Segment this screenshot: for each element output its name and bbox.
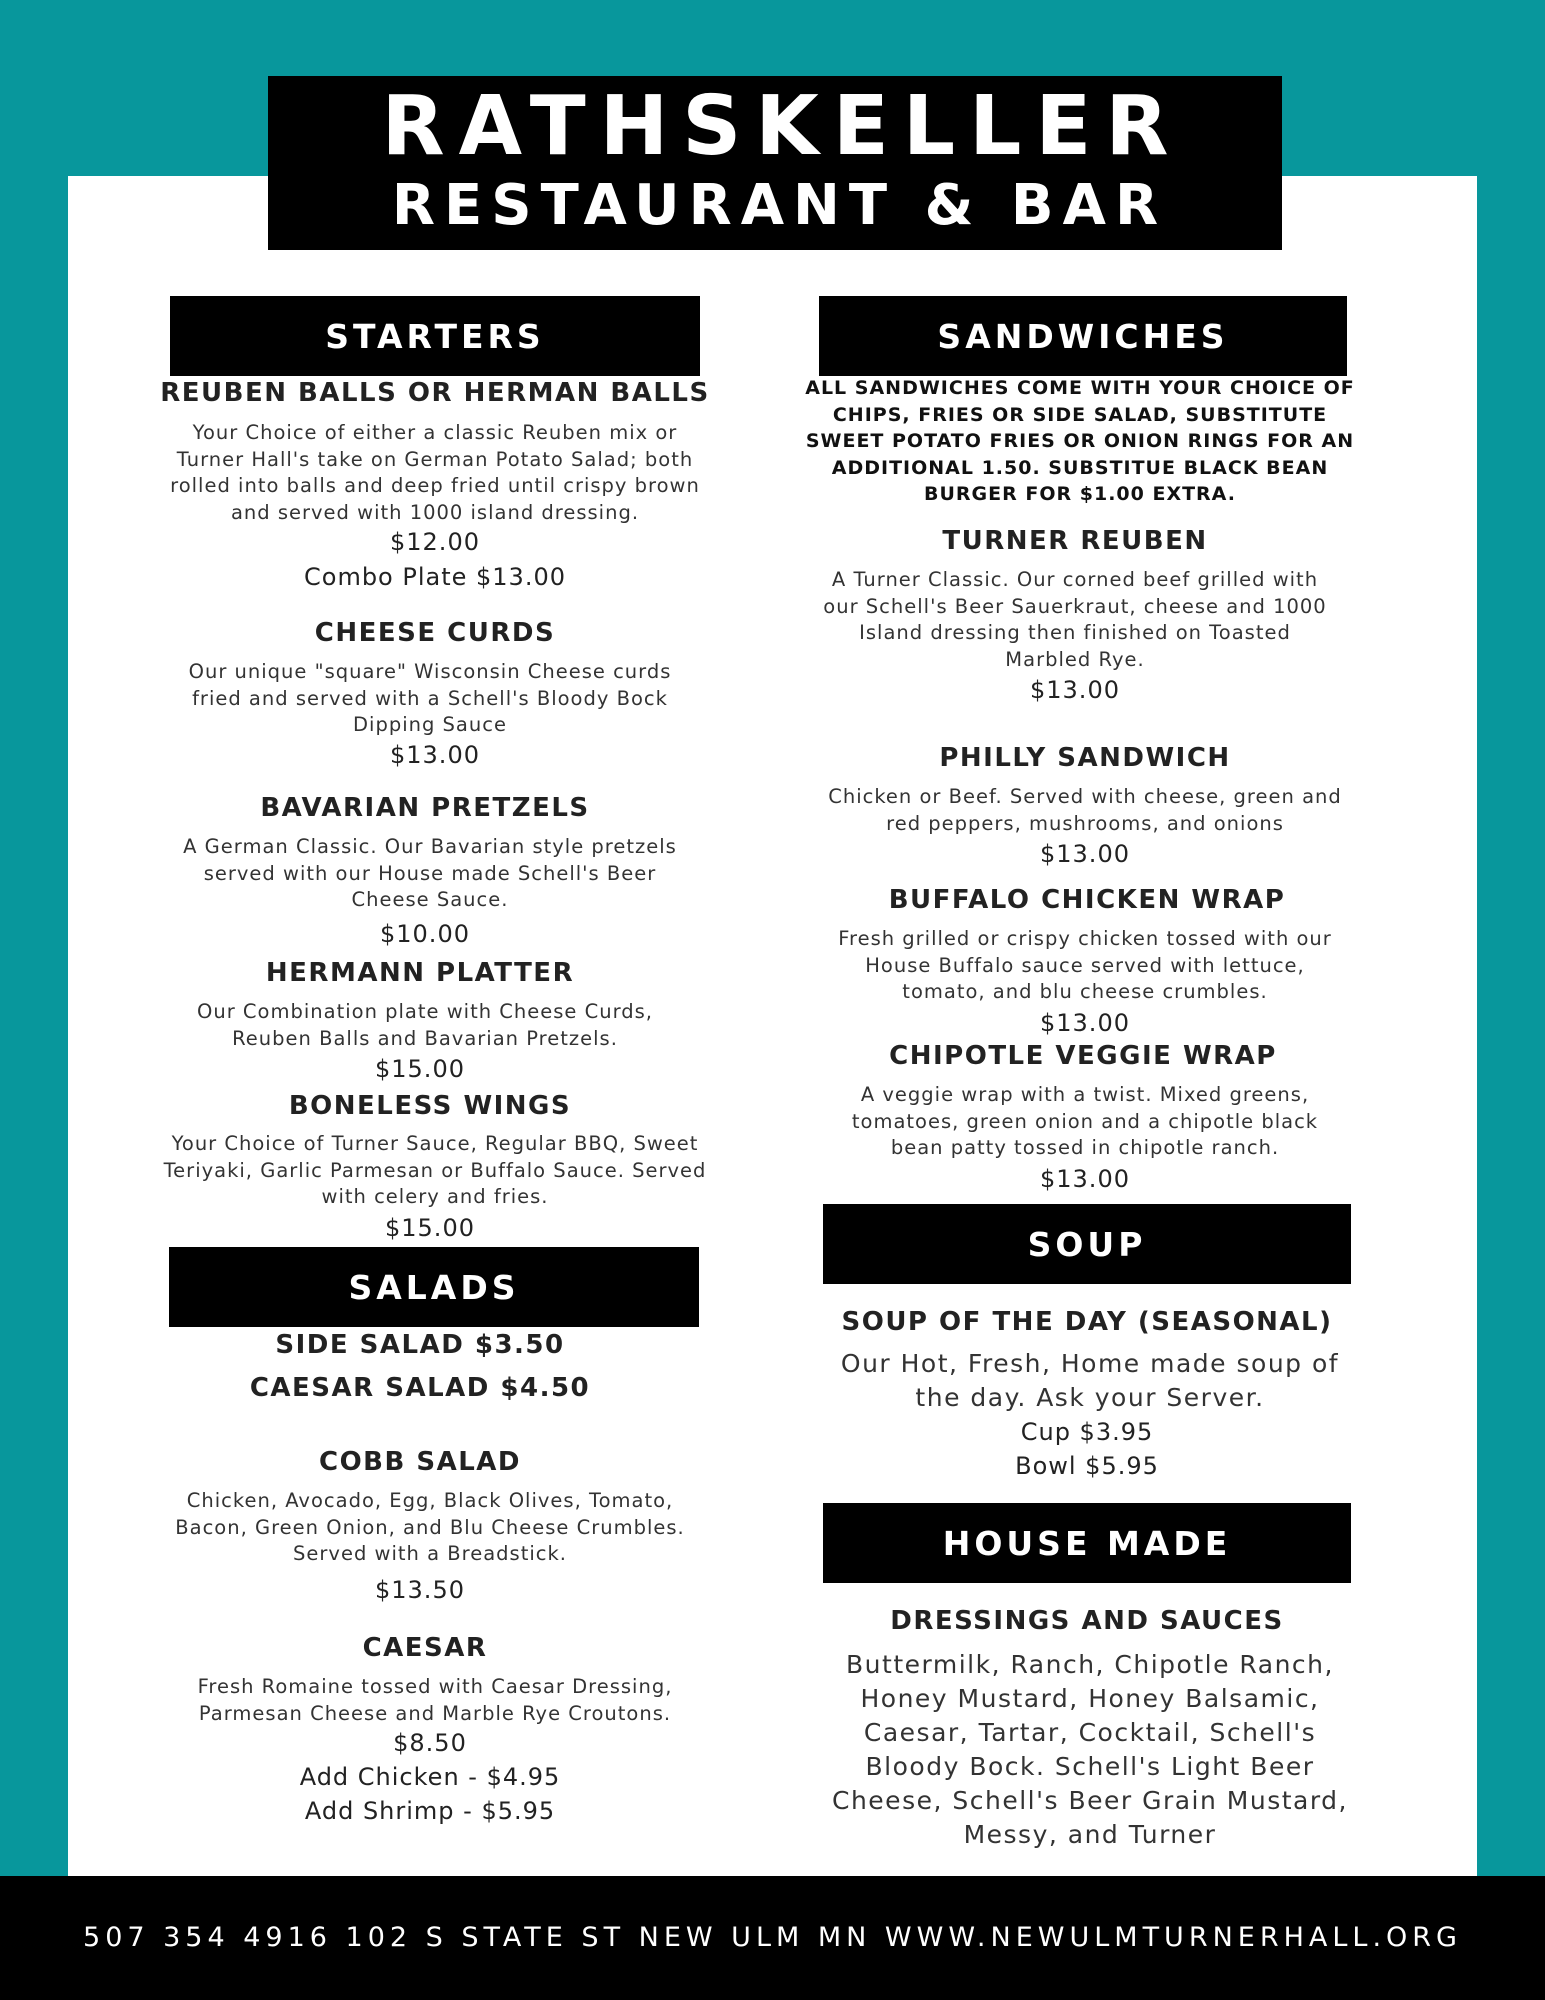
item-description: Chicken, Avocado, Egg, Black Olives, Tomato, Bacon, Green Onion, and Blu Cheese Crumbles. Served with a Breadstick. — [175, 1489, 685, 1565]
item-description: Fresh Romaine tossed with Caesar Dressing, Parmesan Cheese and Marble Rye Croutons. — [197, 1675, 673, 1725]
item-price: $12.00 — [390, 528, 480, 556]
item-price: $15.00 — [375, 1055, 465, 1083]
item-title: BONELESS WINGS — [288, 1091, 572, 1121]
item-description: Our unique "square" Wisconsin Cheese curds fried and served with a Schell's Bloody Bock Dipping Sauce — [188, 660, 672, 736]
restaurant-name: RATHSKELLER — [381, 79, 1183, 174]
item-price: $15.00 — [385, 1214, 475, 1242]
item-title: TURNER REUBEN — [942, 526, 1208, 556]
item-description: Chicken or Beef. Served with cheese, green and red peppers, mushrooms, and onions — [828, 785, 1342, 835]
house-made-heading: HOUSE MADE — [823, 1503, 1351, 1583]
caesar-side-salad: CAESAR SALAD $4.50 — [249, 1373, 591, 1403]
item-description: Your Choice of Turner Sauce, Regular BBQ, Sweet Teriyaki, Garlic Parmesan or Buffalo Sauce. Served with celery and fries. — [163, 1132, 707, 1208]
sandwich-note: ALL SANDWICHES COME WITH YOUR CHOICE OF CHIPS, FRIES OR SIDE SALAD, SUBSTITUTE SWEET POTATO FRIES OR ONION RINGS FOR AN ADDITIONAL 1.50. SUBSTITUE BLACK BEAN BURGER FOR $1.00 EXTRA. — [805, 377, 1355, 505]
item-price: $13.00 — [1040, 1009, 1130, 1037]
item-title: DRESSINGS AND SAUCES — [890, 1606, 1284, 1636]
item-title: PHILLY SANDWICH — [939, 743, 1231, 773]
item-title: BAVARIAN PRETZELS — [260, 793, 590, 823]
item-description: A Turner Classic. Our corned beef grilled with our Schell's Beer Sauerkraut, cheese and 1000 Island dressing then finished on Toasted Marbled Rye. — [823, 568, 1327, 671]
restaurant-subtitle: RESTAURANT & BAR — [391, 173, 1168, 238]
item-price: $13.50 — [375, 1576, 465, 1604]
item-title: SOUP OF THE DAY (SEASONAL) — [841, 1307, 1333, 1337]
add-on-price: Add Chicken - $4.95 — [299, 1763, 561, 1791]
item-price: $13.00 — [390, 741, 480, 769]
soup-cup-price: Cup $3.95 — [1020, 1418, 1154, 1446]
item-description: Fresh grilled or crispy chicken tossed with our House Buffalo sauce served with lettuce, tomato, and blu cheese crumbles. — [838, 927, 1332, 1003]
starters-heading: STARTERS — [170, 296, 700, 376]
soup-description: Our Hot, Fresh, Home made soup of the day. Ask your Server. — [840, 1349, 1340, 1412]
item-description: A veggie wrap with a twist. Mixed greens, tomatoes, green onion and a chipotle black bean patty tossed in chipotle ranch. — [851, 1083, 1319, 1159]
item-title: CAESAR — [362, 1633, 488, 1663]
footer-contact: 507 354 4916 102 S STATE ST NEW ULM MN WWW.NEWULMTURNERHALL.ORG — [0, 1876, 1545, 2000]
sandwiches-heading: SANDWICHES — [819, 296, 1347, 376]
title-banner — [268, 76, 1282, 250]
dressings-list: Buttermilk, Ranch, Chipotle Ranch, Honey Mustard, Honey Balsamic, Caesar, Tartar, Cocktail, Schell's Bloody Bock. Schell's Light Beer Cheese, Schell's Beer Grain Mustard, Messy, and Turner — [832, 1650, 1348, 1849]
item-description: Our Combination plate with Cheese Curds, Reuben Balls and Bavarian Pretzels. — [197, 1000, 653, 1050]
item-title: CHIPOTLE VEGGIE WRAP — [889, 1041, 1277, 1071]
item-title: HERMANN PLATTER — [265, 958, 575, 988]
item-price: $10.00 — [380, 920, 470, 948]
item-description: Your Choice of either a classic Reuben mix or Turner Hall's take on German Potato Salad; both rolled into balls and deep fried until crispy brown and served with 1000 island dressing. — [170, 421, 700, 524]
item-title: COBB SALAD — [319, 1447, 521, 1477]
soup-bowl-price: Bowl $5.95 — [1015, 1452, 1159, 1480]
soup-heading: SOUP — [823, 1204, 1351, 1284]
add-on-price: Add Shrimp - $5.95 — [304, 1797, 556, 1825]
item-description: A German Classic. Our Bavarian style pretzels served with our House made Schell's Beer Cheese Sauce. — [183, 835, 677, 911]
salads-heading: SALADS — [169, 1247, 699, 1327]
item-price-combo: Combo Plate $13.00 — [304, 563, 566, 591]
item-title: REUBEN BALLS OR HERMAN BALLS — [160, 378, 710, 408]
side-salad: SIDE SALAD $3.50 — [275, 1330, 565, 1360]
item-price: $13.00 — [1040, 1165, 1130, 1193]
item-price: $8.50 — [393, 1729, 467, 1757]
item-title: BUFFALO CHICKEN WRAP — [888, 885, 1286, 915]
item-title: CHEESE CURDS — [314, 618, 556, 648]
item-price: $13.00 — [1030, 676, 1120, 704]
item-price: $13.00 — [1040, 840, 1130, 868]
